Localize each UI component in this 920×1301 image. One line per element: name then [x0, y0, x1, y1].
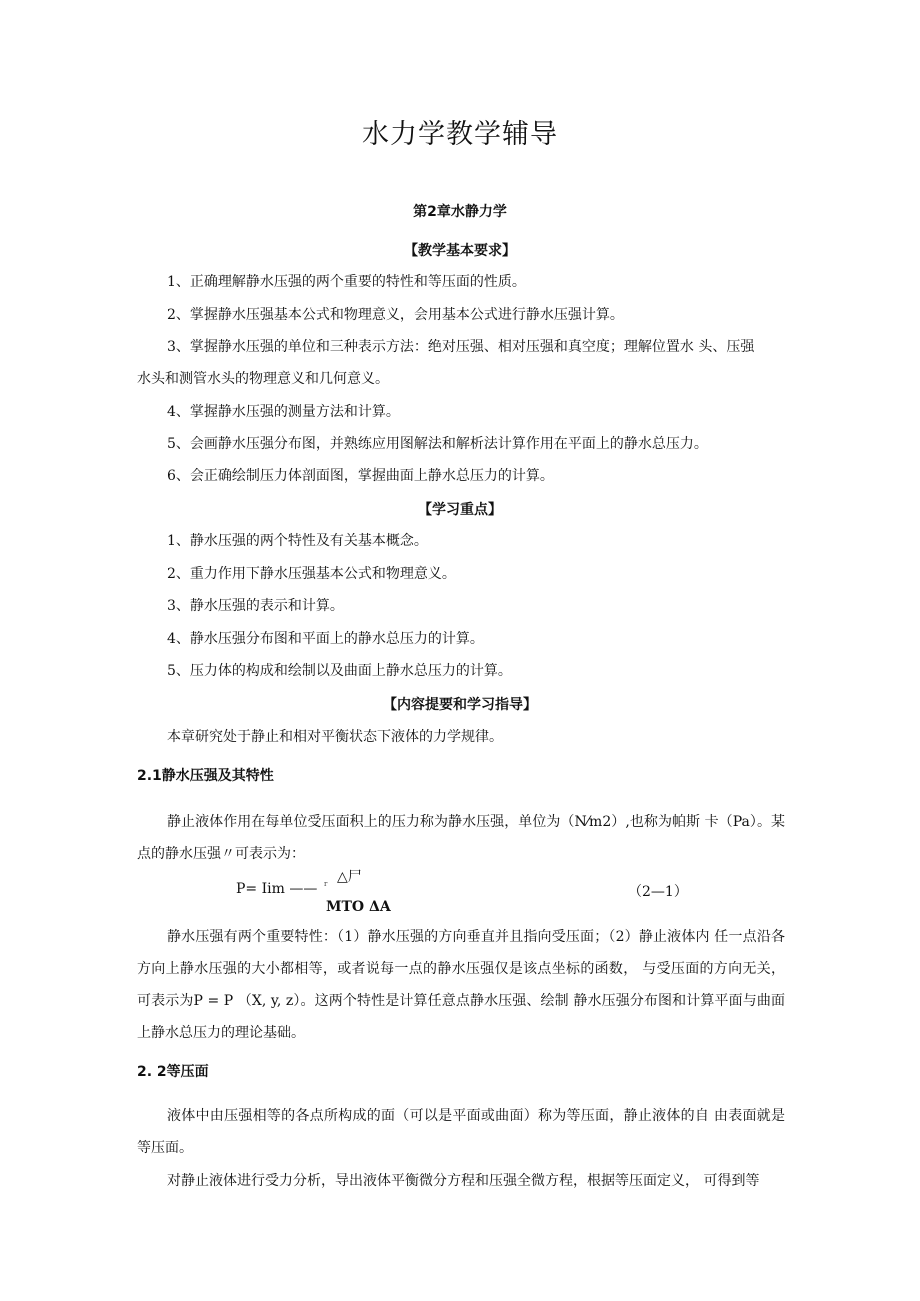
formula-denominator: MTO ΔA — [326, 899, 391, 915]
section-heading-key-points: 【学习重点】 — [418, 502, 502, 518]
subsection-heading-2-2: 2. 2等压面 — [137, 1064, 209, 1080]
chapter-title: 第2章水静力学 — [413, 204, 507, 220]
formula-lhs: P= Iim —— — [236, 881, 318, 897]
requirement-item-3-continuation: 水头和测管水头的物理意义和几何意义。 — [137, 371, 389, 387]
requirement-item-5: 5、会画静水压强分布图，并熟练应用图解法和解析法计算作用在平面上的静水总压力。 — [167, 436, 708, 452]
formula-numerator: △尸 — [337, 869, 362, 885]
paragraph-pressure-properties: 静水压强有两个重要特性：（1）静水压强的方向垂直并且指向受压面；（2）静止液体内 任一点沿各方向上静水压强的大小都相等，或者说每一点的静水压强仅是该点坐标的函数， 与受压面的方向无关，可表示为P = P （X, y, z）。这两个特性是计算任意点静水压强、绘制 静水压强分布图和计算平面与曲面上静水总压力的理论基础。 — [137, 929, 785, 1041]
document-title: 水力学教学辅导 — [362, 119, 558, 150]
key-point-item-2: 2、重力作用下静水压强基本公式和物理意义。 — [167, 566, 456, 582]
paragraph-pressure-definition: 静止液体作用在每单位受压面积上的压力称为静水压强，单位为（N⁄m2）,也称为帕斯 卡（Pa）。某点的静水压强〃可表示为： — [137, 814, 785, 862]
requirement-item-1: 1、正确理解静水压强的两个重要的特性和等压面的性质。 — [167, 274, 526, 290]
formula-number: （2—1） — [628, 884, 688, 900]
requirement-item-4: 4、掌握静水压强的测量方法和计算。 — [167, 404, 400, 420]
requirement-item-6: 6、会正确绘制压力体剖面图，掌握曲面上静水总压力的计算。 — [167, 468, 554, 484]
requirement-item-2: 2、掌握静水压强基本公式和物理意义，会用基本公式进行静水压强计算。 — [167, 307, 624, 323]
key-point-item-4: 4、静水压强分布图和平面上的静水总压力的计算。 — [167, 631, 484, 647]
formula-subscript: r — [324, 880, 328, 888]
section-heading-content: 【内容提要和学习指导】 — [383, 697, 537, 713]
key-point-item-3: 3、静水压强的表示和计算。 — [167, 598, 344, 614]
section-heading-requirements: 【教学基本要求】 — [404, 243, 516, 259]
subsection-heading-2-1: 2.1静水压强及其特性 — [137, 768, 274, 784]
chapter-intro: 本章研究处于静止和相对平衡状态下液体的力学规律。 — [167, 729, 503, 745]
paragraph-equal-pressure-surface: 液体中由压强相等的各点所构成的面（可以是平面或曲面）称为等压面，静止液体的自 由表面就是等压面。 — [137, 1108, 785, 1156]
key-point-item-5: 5、压力体的构成和绘制以及曲面上静水总压力的计算。 — [167, 663, 512, 679]
key-point-item-1: 1、静水压强的两个特性及有关基本概念。 — [167, 533, 428, 549]
requirement-item-3: 3、掌握静水压强的单位和三种表示方法：绝对压强、相对压强和真空度；理解位置水 头、压强 — [167, 339, 755, 355]
paragraph-force-analysis: 对静止液体进行受力分析，导出液体平衡微分方程和压强全微方程，根据等压面定义， 可得到等 — [167, 1173, 760, 1189]
